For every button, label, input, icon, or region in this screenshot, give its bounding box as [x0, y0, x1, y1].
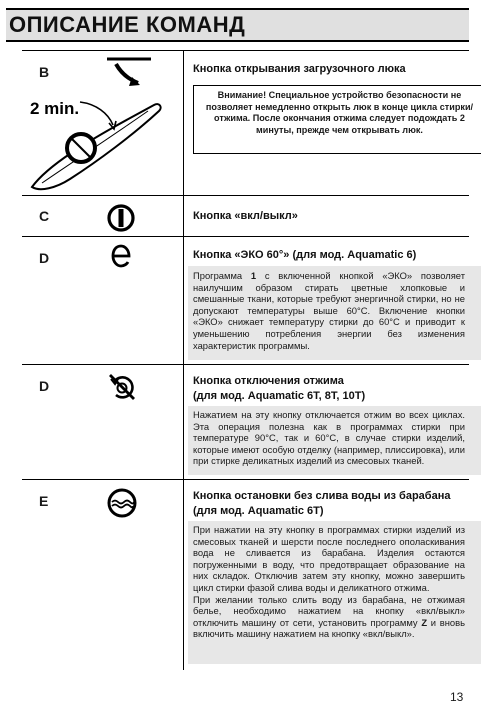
- column-divider: [183, 196, 184, 237]
- warning-box: [193, 85, 481, 154]
- section-header: [6, 8, 469, 42]
- column-divider: [183, 51, 184, 196]
- command-letter: B: [39, 64, 50, 80]
- warning-text: Внимание! Специальное устройство безопасности не позволяет немедленно открыть люк в конце цикла стирки/отжима. После окончания отжима следует подождать 2 минуты, прежде чем открывать люк.: [205, 90, 474, 136]
- command-title-line1: Кнопка остановки без слива воды из барабана: [193, 490, 451, 502]
- command-row-e: [22, 479, 469, 670]
- command-description: Нажатием на эту кнопку отключается отжим во всех циклах. Эта операция полезна как в программах стирки при температуре 90°С, так и 60°С, в случае стирки изделий, которые имеют особую отделку (например, плиссировка), или при стирке деликатных изделий из смесовых тканей.: [193, 409, 465, 467]
- door-knob-icon: [28, 95, 163, 193]
- command-row-c: [22, 195, 469, 237]
- command-title: Кнопка «вкл/выкл»: [193, 210, 298, 222]
- power-icon: [106, 203, 136, 233]
- section-title: ОПИСАНИЕ КОМАНД: [9, 12, 246, 37]
- command-letter: C: [39, 208, 50, 224]
- eco-icon: [110, 243, 132, 269]
- column-divider: [183, 237, 184, 365]
- command-title-line2: (для мод. Aquamatic 6T): [193, 505, 324, 517]
- command-letter: D: [39, 378, 50, 394]
- page-number: 13: [450, 690, 464, 704]
- command-title-line2: (для мод. Aquamatic 6T, 8T, 10T): [193, 390, 366, 402]
- command-title: Кнопка открывания загрузочного люка: [193, 63, 406, 75]
- command-title: Кнопка «ЭКО 60°» (для мод. Aquamatic 6): [193, 249, 417, 261]
- no-spin-icon: [107, 372, 137, 402]
- command-title-line1: Кнопка отключения отжима: [193, 375, 344, 387]
- command-description: При нажатии на эту кнопку в программах стирки изделий из смесовых тканей и шерсти после последнего ополаскивания вода не сливается из барабана. Изделия остаются погруженными в воду, что предотвращает образование на них складок. Отключив затем эту кнопку, можно завершить цикл стирки фазой слива воды и деликатного отжима. При желании только слить воду из барабана, не отжимая белье, необходимо нажатием на кнопку «вкл/выкл» отключить машину от сети, установить программу Z и вновь включить машину нажатием на кнопку «вкл/выкл».: [193, 524, 465, 640]
- column-divider: [183, 365, 184, 480]
- timer-label: 2 min.: [30, 99, 80, 118]
- command-letter: D: [39, 250, 50, 266]
- command-letter: E: [39, 493, 49, 509]
- column-divider: [183, 480, 184, 670]
- command-row-b: [22, 50, 474, 196]
- command-description: Программа 1 с включенной кнопкой «ЭКО» позволяет наилучшим образом стирать цветные хлопковые и смешанные ткани, которые требуют энергичной стирки, но не допускают температуры выше 60°С. Включение кнопки «ЭКО» снижает температуру стирки до 60°С и приводит к уменьшению потребления энергии без изменения характеристик программы.: [193, 270, 465, 351]
- rinse-hold-icon: [106, 487, 138, 519]
- door-open-icon: [105, 56, 153, 88]
- command-row-d-spin: [22, 364, 469, 480]
- command-row-d-eco: [22, 236, 469, 365]
